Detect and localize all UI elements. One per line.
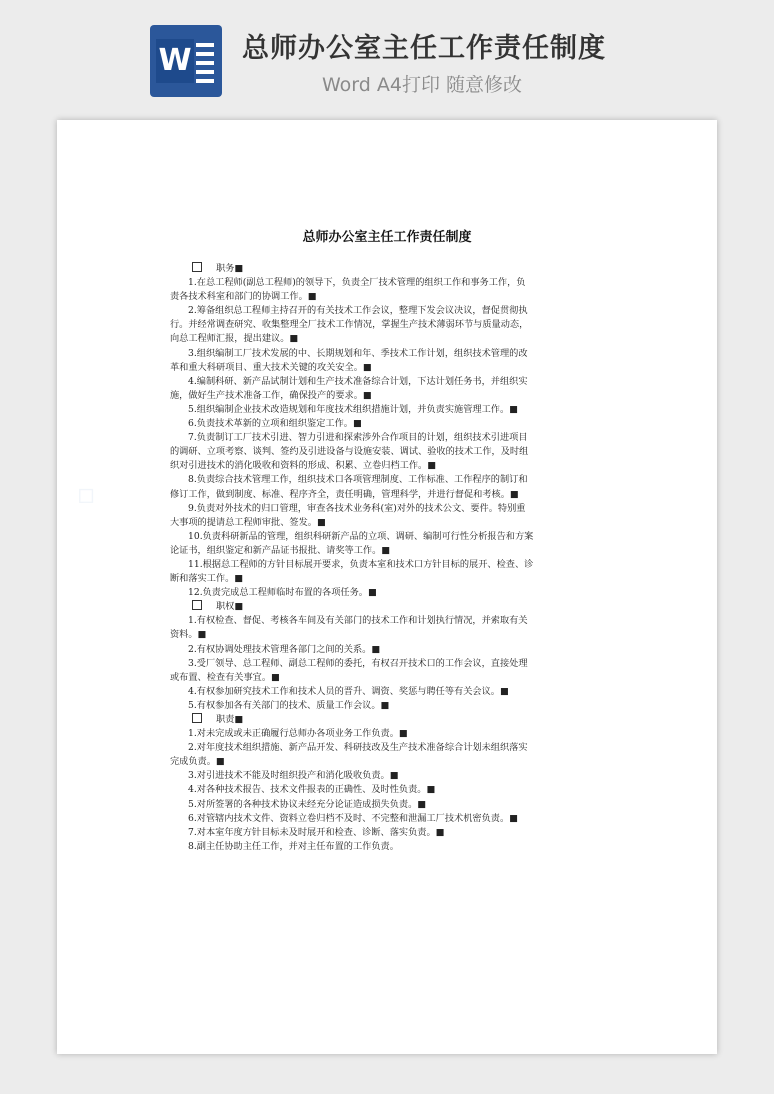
line-text: 1.对未完成或未正确履行总师办各项业务工作负责。■ [188, 728, 408, 740]
line-text: 施，做好生产技术准备工作，确保投产的要求。■ [170, 389, 372, 401]
paragraph-line [170, 840, 602, 854]
line-text: 4.对各种技术报告、技术文件报表的正确性、及时性负责。■ [188, 784, 436, 796]
paragraph-line [170, 572, 602, 586]
line-text: 4.编制科研、新产品试制计划和生产技术准备综合计划，下达计划任务书，并组织实 [188, 375, 528, 387]
paragraph-line [170, 488, 602, 502]
paragraph-line [170, 643, 602, 657]
checkbox-square-icon [192, 600, 202, 610]
line-text: 职权■ [216, 601, 244, 613]
paragraph-line [170, 375, 602, 389]
line-text: 6.负责技术革新的立项和组织鉴定工作。■ [188, 418, 362, 430]
line-text: 8.副主任协助主任工作，并对主任布置的工作负责。 [188, 840, 399, 852]
paragraph-line [170, 769, 602, 783]
line-text: 2.有权协调处理技术管理各部门之间的关系。■ [188, 643, 381, 655]
line-text: 大事项的提请总工程师审批、签发。■ [170, 516, 326, 528]
paragraph-line [170, 741, 602, 755]
paragraph-line [170, 544, 602, 558]
line-text: 10.负责科研新品的管理，组织科研新产品的立项、调研、编制可行性分析报告和方案 [188, 530, 534, 542]
paragraph-line [170, 403, 602, 417]
line-text: 断和落实工作。■ [170, 573, 243, 585]
paragraph-line [170, 699, 602, 713]
paragraph-line [170, 276, 602, 290]
paragraph-line [170, 628, 602, 642]
paragraph-line [170, 290, 602, 304]
section-heading [170, 600, 602, 614]
paragraph-line [170, 755, 602, 769]
word-icon [150, 25, 222, 97]
paragraph-line [170, 389, 602, 403]
line-text: 8.负责综合技术管理工作，组织技术口各项管理制度、工作标准、工作程序的制订和 [188, 474, 528, 486]
line-text: 3.受厂领导、总工程师、副总工程师的委托，有权召开技术口的工作会议，直接处理 [188, 657, 528, 669]
line-text: 5.对所签署的各种技术协议未经充分论证造成损失负责。■ [188, 798, 426, 810]
checkbox-square-icon [192, 713, 202, 723]
line-text: 完成负责。■ [170, 756, 225, 768]
line-text: 12.负责完成总工程师临时布置的各项任务。■ [188, 587, 377, 599]
paragraph-line [170, 558, 602, 572]
line-text: 1.有权检查、督促、考核各车间及有关部门的技术工作和计划执行情况，并索取有关 [188, 615, 528, 627]
line-text: 责各技术科室和部门的协调工作。■ [170, 291, 317, 303]
line-text: 4.有权参加研究技术工作和技术人员的晋升、调资、奖惩与聘任等有关会议。■ [188, 685, 509, 697]
document-body [170, 262, 602, 854]
line-text: 的调研、立项考察、谈判、签约及引进设备与设施安装、调试、验收的技术工作，及时组 [170, 446, 529, 458]
line-text: 1.在总工程师(副总工程师)的领导下，负责全厂技术管理的组织工作和事务工作，负 [188, 277, 526, 289]
line-text: 11.根据总工程师的方针目标展开要求，负责本室和技术口方针目标的展开、检查、诊 [188, 558, 534, 570]
line-text: 9.负责对外技术的归口管理，审查各技术业务科(室)对外的技术公文、要件。特别重 [188, 502, 526, 514]
document-lines-icon [196, 43, 214, 88]
paragraph-line [170, 812, 602, 826]
line-text: 7.负责制订工厂技术引进、智力引进和探索涉外合作项目的计划，组织技术引进项目 [188, 432, 528, 444]
paragraph-line [170, 516, 602, 530]
paragraph-line [170, 431, 602, 445]
paragraph-line [170, 347, 602, 361]
line-text: 5.有权参加各有关部门的技术、质量工作会议。■ [188, 699, 390, 711]
paragraph-line [170, 304, 602, 318]
paragraph-line [170, 826, 602, 840]
line-text: 向总工程师汇报，提出建议。■ [170, 333, 299, 345]
line-text: 职责■ [216, 714, 244, 725]
line-text: 2.对年度技术组织措施、新产品开发、科研技改及生产技术准备综合计划未组织落实 [188, 742, 528, 754]
paragraph-line [170, 657, 602, 671]
paragraph-line [170, 727, 602, 741]
paragraph-line [170, 798, 602, 812]
line-text: 资料。■ [170, 629, 207, 641]
paragraph-line [170, 530, 602, 544]
banner-subtitle: Word A4打印 随意修改 [322, 74, 523, 96]
line-text: 或布置、检查有关事宜。■ [170, 671, 280, 683]
paragraph-line [170, 445, 602, 459]
paragraph-line [170, 671, 602, 685]
paragraph-line [170, 783, 602, 797]
header-banner [0, 0, 774, 118]
paragraph-line [170, 417, 602, 431]
paragraph-line [170, 685, 602, 699]
section-heading [170, 262, 602, 276]
paragraph-line [170, 502, 602, 516]
line-text: 7.对本室年度方针目标未及时展开和检查、诊断、落实负责。■ [188, 826, 445, 838]
word-letter: W [156, 39, 194, 83]
line-text: 修订工作，做到制度、标准、程序齐全，责任明确，管理科学，并进行督促和考核。■ [170, 488, 519, 500]
paragraph-line [170, 332, 602, 346]
line-text: 6.对管辖内技术文件、资料立卷归档不及时、不完整和泄漏工厂技术机密负责。■ [188, 812, 518, 824]
paragraph-line [170, 614, 602, 628]
line-text: 革和重大科研项目、重大技术关键的攻关安全。■ [170, 361, 372, 373]
document-page [57, 120, 717, 1054]
line-text: 5.组织编制企业技术改造规划和年度技术组织措施计划，并负责实施管理工作。■ [188, 403, 518, 415]
banner-title: 总师办公室主任工作责任制度 [242, 33, 606, 64]
line-text: 织对引进技术的消化吸收和资料的形成、积累、立卷归档工作。■ [170, 460, 436, 472]
checkbox-square-icon [192, 262, 202, 272]
document-title: 总师办公室主任工作责任制度 [302, 230, 472, 245]
line-text: 行。并经常调查研究、收集整理全厂技术工作情况，掌握生产技术薄弱环节与质量动态， [170, 319, 529, 331]
line-text: 职务■ [216, 263, 244, 274]
paragraph-line [170, 473, 602, 487]
line-text: 论证书，组织鉴定和新产品证书报批、请奖等工作。■ [170, 544, 390, 556]
paragraph-line [170, 318, 602, 332]
line-text: 2.筹备组织总工程师主持召开的有关技术工作会议，整理下发会议决议，督促贯彻执 [188, 305, 528, 317]
watermark: ◇ [69, 477, 105, 513]
section-heading [170, 713, 602, 727]
line-text: 3.组织编制工厂技术发展的中、长期规划和年、季技术工作计划，组织技术管理的改 [188, 347, 528, 359]
paragraph-line [170, 459, 602, 473]
line-text: 3.对引进技术不能及时组织投产和消化吸收负责。■ [188, 770, 399, 782]
paragraph-line [170, 361, 602, 375]
paragraph-line [170, 586, 602, 600]
